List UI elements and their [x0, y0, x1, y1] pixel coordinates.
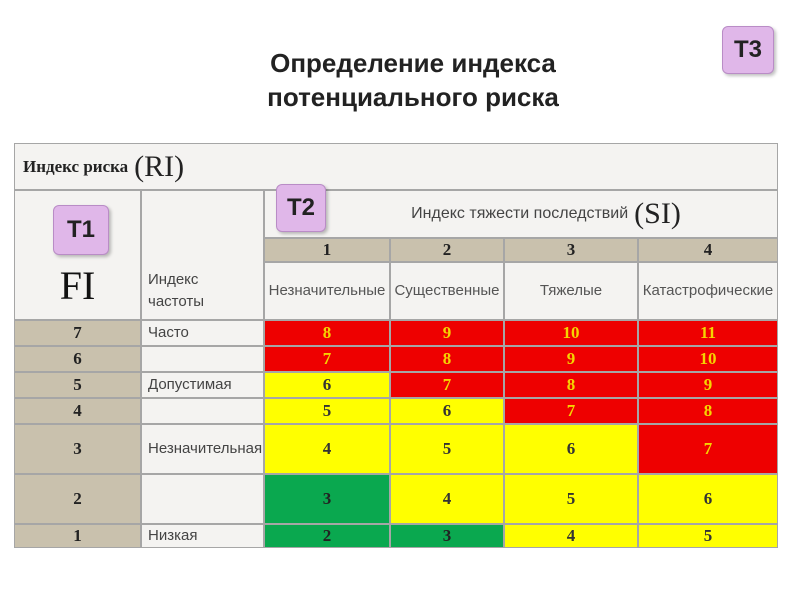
risk-index-cell: [390, 524, 504, 548]
frequency-label-cell: [141, 320, 264, 346]
risk-index-value: 6: [703, 489, 713, 508]
risk-index-value: 6: [322, 375, 332, 394]
risk-index-cell: [390, 346, 504, 372]
risk-index-cell: [264, 424, 390, 474]
risk-index-cell: [504, 372, 638, 398]
badge-t3: T3: [722, 26, 774, 74]
risk-index-cell: [390, 372, 504, 398]
risk-index-cell: [264, 398, 390, 424]
risk-index-cell: [264, 320, 390, 346]
risk-index-value: 10: [699, 349, 717, 368]
frequency-index-cell: [14, 424, 141, 474]
risk-index-value: 4: [566, 526, 576, 545]
risk-index-cell: [638, 474, 778, 524]
risk-index-cell: [638, 372, 778, 398]
risk-index-cell: [504, 424, 638, 474]
risk-index-cell: [504, 474, 638, 524]
severity-label-cell: [264, 262, 390, 320]
risk-index-value: 9: [566, 349, 576, 368]
risk-index-value: 6: [442, 401, 452, 420]
risk-index-value: 4: [442, 489, 452, 508]
severity-label: Незначительные: [268, 282, 386, 299]
frequency-index-cell: [14, 320, 141, 346]
risk-index-abbr: (RI): [134, 149, 185, 183]
severity-number: 2: [442, 240, 452, 259]
risk-index-cell: [638, 524, 778, 548]
risk-index-value: 7: [322, 349, 332, 368]
severity-label-cell: [390, 262, 504, 320]
risk-index-value: 7: [703, 439, 713, 458]
severity-number: 3: [566, 240, 576, 259]
severity-number-cell: [390, 238, 504, 262]
frequency-index-cell: [14, 398, 141, 424]
severity-label-cell: [504, 262, 638, 320]
severity-number-cell: [504, 238, 638, 262]
frequency-index-label: Индекс частоты: [148, 271, 205, 310]
risk-index-value: 11: [699, 323, 717, 342]
risk-index-cell: [504, 398, 638, 424]
frequency-label: Часто: [148, 324, 189, 341]
risk-index-value: 7: [442, 375, 452, 394]
severity-label: Тяжелые: [539, 282, 603, 299]
risk-index-cell: [390, 474, 504, 524]
risk-index-cell: [504, 320, 638, 346]
severity-number: 4: [703, 240, 713, 259]
severity-label: Катастрофические: [642, 282, 774, 299]
severity-label-cell: [638, 262, 778, 320]
risk-index-value: 4: [322, 439, 332, 458]
risk-index-cell: [638, 346, 778, 372]
risk-index-cell: [264, 372, 390, 398]
risk-index-cell: [390, 398, 504, 424]
frequency-index-cell: [14, 372, 141, 398]
risk-index-value: 5: [322, 401, 332, 420]
risk-index-value: 9: [442, 323, 452, 342]
fi-label: FI: [59, 262, 96, 308]
severity-number: 1: [322, 240, 332, 259]
risk-index-cell: [504, 524, 638, 548]
risk-matrix-table: [14, 143, 778, 550]
risk-index-value: 5: [703, 526, 713, 545]
risk-index-value: 3: [442, 526, 452, 545]
frequency-index-cell: [14, 524, 141, 548]
risk-index-cell: [390, 424, 504, 474]
frequency-index-value: 6: [73, 349, 82, 368]
frequency-label-cell: [141, 474, 264, 524]
risk-index-header: [14, 143, 778, 190]
risk-index-value: 8: [442, 349, 452, 368]
frequency-label-cell: [141, 524, 264, 548]
severity-number-cell: [638, 238, 778, 262]
severity-index-header: [264, 190, 778, 238]
badge-t2: T2: [276, 184, 326, 232]
frequency-label-cell: [141, 372, 264, 398]
risk-index-value: 3: [322, 489, 332, 508]
risk-index-value: 6: [566, 439, 576, 458]
risk-index-value: 7: [566, 401, 576, 420]
severity-number-cell: [264, 238, 390, 262]
risk-index-value: 5: [566, 489, 576, 508]
risk-index-cell: [264, 474, 390, 524]
risk-index-value: 8: [703, 401, 713, 420]
frequency-index-value: 4: [73, 401, 82, 420]
risk-index-value: 10: [562, 323, 580, 342]
risk-index-cell: [264, 524, 390, 548]
frequency-index-cell: [14, 474, 141, 524]
frequency-index-value: 5: [73, 375, 82, 394]
risk-index-cell: [264, 346, 390, 372]
title-line-2: потенциального риска: [267, 82, 559, 112]
frequency-label: Низкая: [148, 527, 198, 544]
severity-index-text: Индекс тяжести последствий: [411, 205, 629, 222]
risk-index-cell: [638, 398, 778, 424]
risk-index-value: 8: [566, 375, 576, 394]
frequency-label: Незначительная: [148, 440, 263, 457]
title-line-1: Определение индекса: [270, 48, 556, 78]
risk-index-cell: [638, 320, 778, 346]
risk-index-value: 2: [322, 526, 332, 545]
frequency-label-cell: [141, 424, 264, 474]
risk-index-cell: [390, 320, 504, 346]
page-title: [0, 46, 800, 114]
severity-label: Существенные: [394, 282, 500, 299]
risk-index-value: 9: [703, 375, 713, 394]
frequency-index-cell: [14, 346, 141, 372]
risk-index-cell: [638, 424, 778, 474]
frequency-label-cell: [141, 346, 264, 372]
frequency-index-header: [141, 190, 264, 320]
frequency-label-cell: [141, 398, 264, 424]
frequency-index-value: 3: [73, 439, 82, 458]
risk-index-value: 5: [442, 439, 452, 458]
severity-index-abbr: (SI): [634, 197, 681, 230]
badge-t1: T1: [53, 205, 109, 255]
frequency-index-value: 1: [73, 526, 82, 545]
risk-index-value: 8: [322, 323, 332, 342]
frequency-index-value: 2: [73, 489, 82, 508]
risk-index-cell: [504, 346, 638, 372]
risk-index-text: Индекс риска: [23, 156, 129, 176]
frequency-index-value: 7: [73, 323, 82, 342]
frequency-label: Допустимая: [148, 376, 232, 393]
